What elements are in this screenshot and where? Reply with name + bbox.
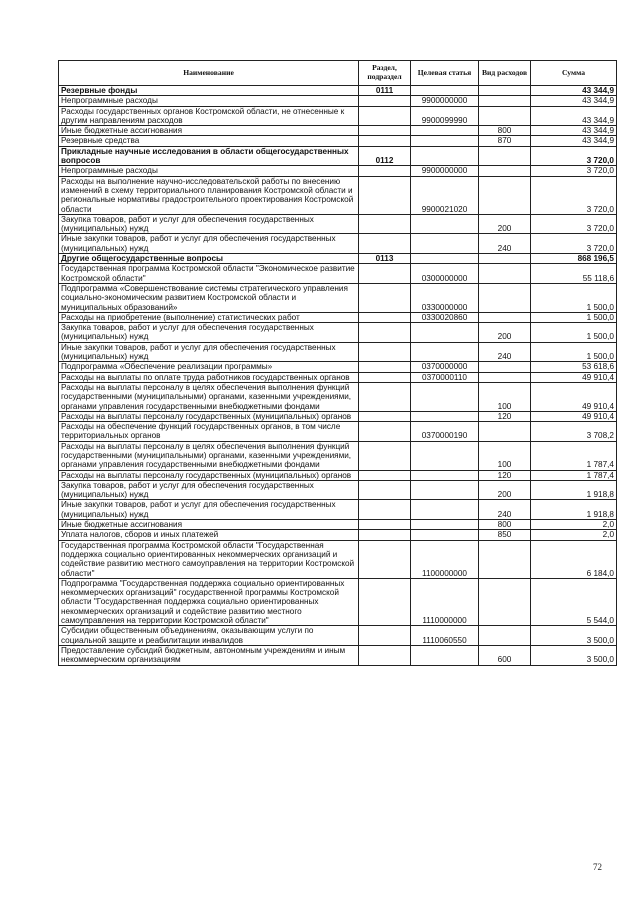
- cell-name: Иные закупки товаров, работ и услуг для обеспечения государственных (муниципальных) нужд: [59, 234, 359, 254]
- cell-section: [359, 342, 411, 362]
- cell-kind: [479, 578, 531, 625]
- table-row: [59, 126, 617, 136]
- cell-kind: [479, 372, 531, 382]
- cell-sum: 3 500,0: [531, 645, 617, 665]
- cell-sum: 43 344,9: [531, 96, 617, 106]
- table-row: [59, 500, 617, 520]
- cell-kind: [479, 166, 531, 176]
- table-row: [59, 176, 617, 214]
- cell-target: 1110060550: [411, 626, 479, 646]
- table-row: [59, 342, 617, 362]
- cell-target: 0330000000: [411, 283, 479, 312]
- cell-kind: 120: [479, 411, 531, 421]
- cell-sum: 3 720,0: [531, 214, 617, 234]
- cell-name: Другие общегосударственные вопросы: [59, 254, 359, 264]
- cell-target: 9900000000: [411, 96, 479, 106]
- table-row: [59, 411, 617, 421]
- cell-name: Прикладные научные исследования в области общегосударственных вопросов: [59, 146, 359, 166]
- cell-name: Субсидии общественным объединениям, оказывающим услуги по социальной защите и реабилитации инвалидов: [59, 626, 359, 646]
- cell-sum: 3 720,0: [531, 176, 617, 214]
- cell-section: [359, 411, 411, 421]
- cell-sum: 3 708,2: [531, 422, 617, 442]
- cell-section: [359, 362, 411, 372]
- cell-sum: 43 344,9: [531, 136, 617, 146]
- cell-section: 0112: [359, 146, 411, 166]
- cell-section: 0111: [359, 86, 411, 96]
- cell-target: [411, 342, 479, 362]
- cell-kind: [479, 626, 531, 646]
- cell-target: [411, 441, 479, 470]
- cell-name: Расходы на выплаты персоналу в целях обеспечения выполнения функций государственными (муниципальными) органами, казенными учреждениями, органами управления государственными внебюджетными фондами: [59, 441, 359, 470]
- cell-section: 0113: [359, 254, 411, 264]
- cell-sum: 1 787,4: [531, 441, 617, 470]
- cell-section: [359, 530, 411, 540]
- cell-section: [359, 382, 411, 411]
- table-row: [59, 470, 617, 480]
- cell-name: Расходы на выплаты персоналу в целях обеспечения выполнения функций государственными (муниципальными) органами, казенными учреждениями, органами управления государственными внебюджетными фондами: [59, 382, 359, 411]
- cell-section: [359, 96, 411, 106]
- cell-target: [411, 146, 479, 166]
- cell-sum: 1 500,0: [531, 323, 617, 343]
- table-row: [59, 312, 617, 322]
- cell-sum: 2,0: [531, 520, 617, 530]
- cell-target: [411, 411, 479, 421]
- cell-kind: [479, 362, 531, 372]
- header-name: Наименование: [59, 61, 359, 86]
- table-row: [59, 264, 617, 284]
- cell-kind: 240: [479, 500, 531, 520]
- table-row: [59, 214, 617, 234]
- cell-sum: 3 720,0: [531, 234, 617, 254]
- cell-section: [359, 166, 411, 176]
- cell-target: [411, 126, 479, 136]
- cell-name: Предоставление субсидий бюджетным, автономным учреждениям и иным некоммерческим организациям: [59, 645, 359, 665]
- cell-target: [411, 136, 479, 146]
- cell-kind: 120: [479, 470, 531, 480]
- cell-name: Закупка товаров, работ и услуг для обеспечения государственных (муниципальных) нужд: [59, 480, 359, 500]
- cell-name: Расходы на выплаты персоналу государственных (муниципальных) органов: [59, 411, 359, 421]
- cell-sum: 1 500,0: [531, 342, 617, 362]
- cell-section: [359, 422, 411, 442]
- cell-kind: [479, 283, 531, 312]
- cell-target: 0300000000: [411, 264, 479, 284]
- table-body: [59, 86, 617, 666]
- header-section: Раздел, подраздел: [359, 61, 411, 86]
- cell-target: 0370000000: [411, 362, 479, 372]
- cell-kind: [479, 312, 531, 322]
- cell-section: [359, 540, 411, 578]
- cell-kind: [479, 540, 531, 578]
- cell-sum: 53 618,6: [531, 362, 617, 372]
- cell-name: Закупка товаров, работ и услуг для обеспечения государственных (муниципальных) нужд: [59, 214, 359, 234]
- cell-target: 0370000190: [411, 422, 479, 442]
- cell-sum: 5 544,0: [531, 578, 617, 625]
- cell-sum: 55 118,6: [531, 264, 617, 284]
- cell-target: 9900099990: [411, 106, 479, 126]
- cell-name: Уплата налогов, сборов и иных платежей: [59, 530, 359, 540]
- table-row: [59, 530, 617, 540]
- cell-target: [411, 520, 479, 530]
- cell-kind: 100: [479, 382, 531, 411]
- cell-target: [411, 323, 479, 343]
- cell-section: [359, 136, 411, 146]
- table-row: [59, 254, 617, 264]
- cell-name: Подпрограмма "Государственная поддержка социально ориентированных некоммерческих организаций" государственной программы Костромской области "Государственная поддержка социально ориентированных некоммерческих организаций и содействие развитию местного самоуправления на территории Костромской области": [59, 578, 359, 625]
- cell-kind: 870: [479, 136, 531, 146]
- cell-name: Расходы на обеспечение функций государственных органов, в том числе территориальных органов: [59, 422, 359, 442]
- cell-section: [359, 126, 411, 136]
- cell-name: Государственная программа Костромской области "Экономическое развитие Костромской области": [59, 264, 359, 284]
- table-row: [59, 234, 617, 254]
- cell-name: Расходы на выплаты по оплате труда работников государственных органов: [59, 372, 359, 382]
- table-row: [59, 283, 617, 312]
- cell-name: Резервные фонды: [59, 86, 359, 96]
- cell-name: Закупка товаров, работ и услуг для обеспечения государственных (муниципальных) нужд: [59, 323, 359, 343]
- table-row: [59, 382, 617, 411]
- table-row: [59, 136, 617, 146]
- table-row: [59, 441, 617, 470]
- table-row: [59, 166, 617, 176]
- cell-sum: 49 910,4: [531, 411, 617, 421]
- cell-sum: 43 344,9: [531, 86, 617, 96]
- cell-sum: 3 720,0: [531, 166, 617, 176]
- cell-section: [359, 283, 411, 312]
- table-row: [59, 645, 617, 665]
- cell-name: Иные закупки товаров, работ и услуг для обеспечения государственных (муниципальных) нужд: [59, 500, 359, 520]
- cell-kind: 850: [479, 530, 531, 540]
- header-sum: Сумма: [531, 61, 617, 86]
- cell-name: Расходы на приобретение (выполнение) статистических работ: [59, 312, 359, 322]
- page-number: 72: [593, 862, 602, 872]
- cell-section: [359, 106, 411, 126]
- cell-name: Непрограммные расходы: [59, 166, 359, 176]
- cell-section: [359, 645, 411, 665]
- table-row: [59, 96, 617, 106]
- cell-section: [359, 626, 411, 646]
- cell-name: Подпрограмма «Обеспечение реализации программы»: [59, 362, 359, 372]
- cell-name: Иные закупки товаров, работ и услуг для обеспечения государственных (муниципальных) нужд: [59, 342, 359, 362]
- cell-kind: 240: [479, 234, 531, 254]
- cell-kind: [479, 422, 531, 442]
- cell-target: [411, 254, 479, 264]
- cell-section: [359, 234, 411, 254]
- cell-kind: 800: [479, 126, 531, 136]
- cell-sum: 43 344,9: [531, 106, 617, 126]
- cell-section: [359, 578, 411, 625]
- cell-target: 0370000110: [411, 372, 479, 382]
- cell-target: 1100000000: [411, 540, 479, 578]
- cell-target: [411, 645, 479, 665]
- cell-name: Расходы государственных органов Костромской области, не отнесенные к другим направлениям расходов: [59, 106, 359, 126]
- cell-kind: [479, 146, 531, 166]
- cell-kind: 600: [479, 645, 531, 665]
- table-row: [59, 86, 617, 96]
- cell-kind: 240: [479, 342, 531, 362]
- cell-sum: 1 787,4: [531, 470, 617, 480]
- cell-sum: 868 196,5: [531, 254, 617, 264]
- cell-target: 9900021020: [411, 176, 479, 214]
- cell-sum: 43 344,9: [531, 126, 617, 136]
- cell-section: [359, 214, 411, 234]
- budget-table: [58, 60, 617, 666]
- cell-target: [411, 530, 479, 540]
- table-row: [59, 422, 617, 442]
- table-row: [59, 480, 617, 500]
- cell-sum: 49 910,4: [531, 382, 617, 411]
- cell-target: [411, 500, 479, 520]
- cell-target: [411, 234, 479, 254]
- cell-kind: [479, 106, 531, 126]
- table-row: [59, 626, 617, 646]
- cell-target: 9900000000: [411, 166, 479, 176]
- cell-section: [359, 264, 411, 284]
- cell-sum: 1 500,0: [531, 312, 617, 322]
- cell-sum: 3 720,0: [531, 146, 617, 166]
- cell-target: [411, 480, 479, 500]
- budget-page: [58, 60, 616, 666]
- table-row: [59, 106, 617, 126]
- cell-target: 1110000000: [411, 578, 479, 625]
- table-row: [59, 362, 617, 372]
- cell-section: [359, 441, 411, 470]
- cell-sum: 6 184,0: [531, 540, 617, 578]
- cell-sum: 3 500,0: [531, 626, 617, 646]
- cell-kind: [479, 86, 531, 96]
- cell-name: Подпрограмма «Совершенствование системы стратегического управления социально-экономическим развитием Костромской области и муниципальных образований»: [59, 283, 359, 312]
- table-row: [59, 323, 617, 343]
- cell-name: Расходы на выполнение научно-исследовательской работы по внесению изменений в схему территориального планирования Костромской области и региональные нормативы градостроительного проектирования Костромской области: [59, 176, 359, 214]
- cell-target: [411, 214, 479, 234]
- cell-kind: 200: [479, 214, 531, 234]
- cell-section: [359, 500, 411, 520]
- cell-section: [359, 323, 411, 343]
- cell-section: [359, 312, 411, 322]
- cell-kind: 800: [479, 520, 531, 530]
- cell-name: Резервные средства: [59, 136, 359, 146]
- cell-target: 0330020860: [411, 312, 479, 322]
- cell-name: Непрограммные расходы: [59, 96, 359, 106]
- table-row: [59, 146, 617, 166]
- cell-section: [359, 470, 411, 480]
- cell-target: [411, 470, 479, 480]
- cell-name: Иные бюджетные ассигнования: [59, 126, 359, 136]
- table-header-row: [59, 61, 617, 86]
- header-kind: Вид расходов: [479, 61, 531, 86]
- cell-kind: 100: [479, 441, 531, 470]
- cell-kind: [479, 254, 531, 264]
- table-row: [59, 540, 617, 578]
- table-row: [59, 578, 617, 625]
- cell-target: [411, 86, 479, 96]
- cell-name: Государственная программа Костромской области "Государственная поддержка социально ориентированных некоммерческих организаций и содействие развитию местного самоуправления на территории Костромской области": [59, 540, 359, 578]
- cell-target: [411, 382, 479, 411]
- table-row: [59, 520, 617, 530]
- cell-section: [359, 520, 411, 530]
- cell-sum: 49 910,4: [531, 372, 617, 382]
- cell-kind: [479, 96, 531, 106]
- cell-section: [359, 480, 411, 500]
- cell-section: [359, 372, 411, 382]
- cell-sum: 1 918,8: [531, 500, 617, 520]
- cell-name: Расходы на выплаты персоналу государственных (муниципальных) органов: [59, 470, 359, 480]
- cell-sum: 2,0: [531, 530, 617, 540]
- cell-kind: 200: [479, 480, 531, 500]
- cell-sum: 1 918,8: [531, 480, 617, 500]
- cell-kind: [479, 176, 531, 214]
- table-row: [59, 372, 617, 382]
- cell-name: Иные бюджетные ассигнования: [59, 520, 359, 530]
- cell-sum: 1 500,0: [531, 283, 617, 312]
- cell-kind: [479, 264, 531, 284]
- cell-section: [359, 176, 411, 214]
- cell-kind: 200: [479, 323, 531, 343]
- header-target: Целевая статья: [411, 61, 479, 86]
